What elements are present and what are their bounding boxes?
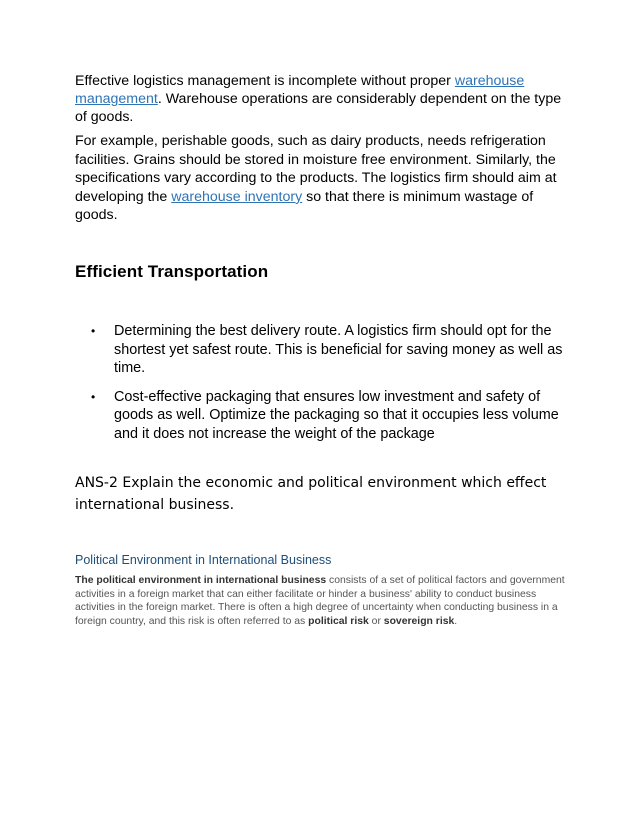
intro-text-before: Effective logistics management is incomplete without proper	[75, 73, 455, 89]
intro-text-after: . Warehouse operations are considerably dependent on the type of goods.	[75, 91, 562, 125]
answer-question-heading: ANS-2 Explain the economic and political environment which effect international business.	[75, 475, 547, 513]
list-item	[75, 388, 570, 444]
list-item-text: Determining the best delivery route. A logistics firm should opt for the shortest yet safest route. This is beneficial for saving money as well as time.	[114, 323, 563, 377]
political-environment-heading: Political Environment in International Business	[75, 553, 332, 567]
intro-paragraph	[75, 72, 570, 126]
list-item	[75, 322, 570, 378]
bullet-icon: •	[91, 324, 96, 338]
section-heading-transportation: Efficient Transportation	[75, 262, 269, 281]
warehouse-inventory-link[interactable]: warehouse inventory	[171, 188, 303, 205]
example-text-before: For example, perishable goods, such as dairy products, needs refrigeration facilities. Grains should be stored in moisture free environment. Similarly, the specifications vary according to the products. The logistics firm should aim at developing the	[75, 133, 557, 205]
list-item-text: Cost-effective packaging that ensures low investment and safety of goods as well. Optimize the packaging so that it occupies less volume and it does not increase the weight of the package	[114, 388, 559, 442]
example-paragraph	[75, 132, 570, 225]
political-environment-paragraph	[75, 574, 570, 628]
political-risk-term: political risk	[308, 615, 369, 627]
transportation-bullet-list	[75, 322, 570, 444]
bullet-icon: •	[91, 389, 96, 404]
political-text-1: consists of a set of political factors and government activities in a foreign market that can either facilitate or hinder a business' ability to conduct business activities in the foreign market. There is often a high degree of uncertainty when conducting business in a foreign country, and this risk is often referred to as	[75, 575, 565, 627]
political-bold-lead: The political environment in international business	[75, 575, 327, 586]
political-text-2: or	[368, 615, 384, 627]
example-text-after: so that there is minimum wastage of goods.	[75, 188, 534, 224]
political-text-3: .	[454, 615, 458, 627]
warehouse-management-link[interactable]: warehouse management	[75, 73, 525, 107]
sovereign-risk-term: sovereign risk	[383, 615, 455, 627]
